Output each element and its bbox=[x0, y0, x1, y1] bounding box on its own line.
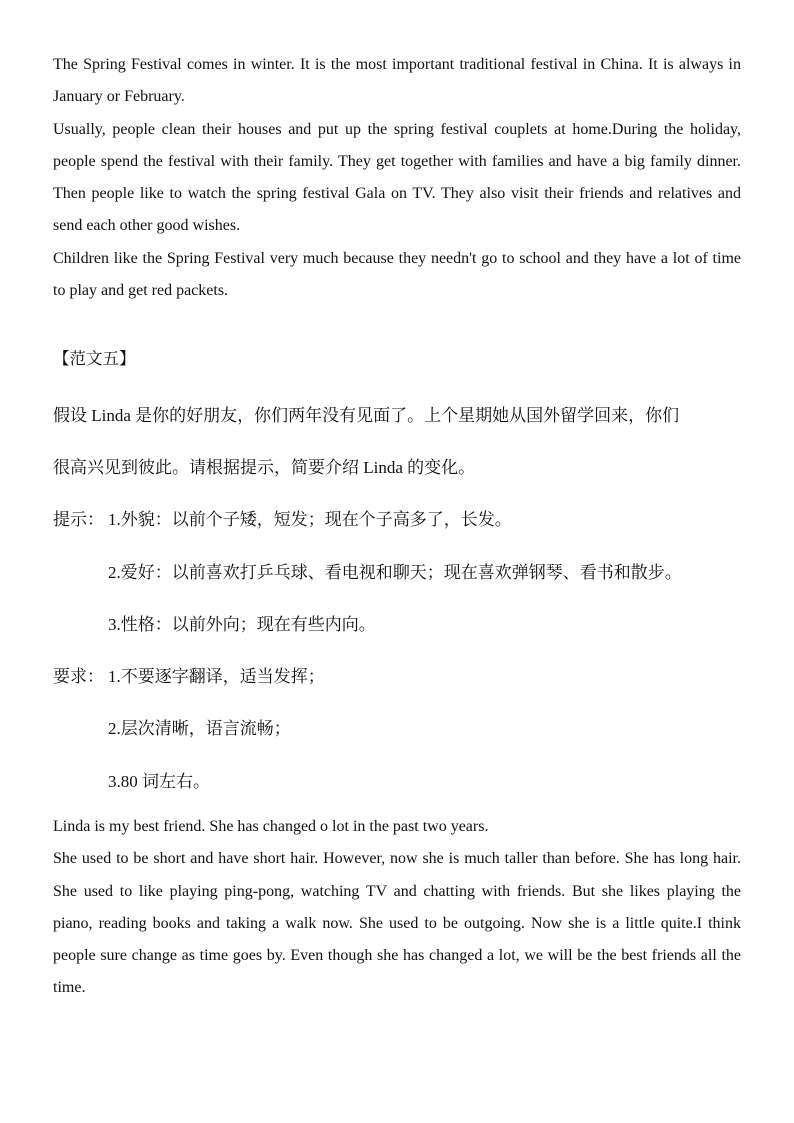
essay-paragraph: Usually, people clean their houses and put up the spring festival couplets at home.During the holiday, people spend the festival with their family. They get together with families and have a big family dinner. Then people like to watch the spring festival Gala on TV. They also visit their friends and relatives and send each other good wishes. bbox=[53, 120, 741, 235]
prompt-line: 很高兴见到彼此。请根据提示，简要介绍 Linda 的变化。 bbox=[53, 458, 476, 477]
prompt-line: 假设 Linda 是你的好朋友，你们两年没有见面了。上个星期她从国外留学回来，你们 bbox=[53, 406, 680, 425]
linda-essay bbox=[53, 811, 741, 1005]
requirement-item: 3.80 词左右。 bbox=[108, 772, 210, 791]
tip-item: 3.性格：以前外向；现在有些内向。 bbox=[108, 615, 376, 634]
essay-paragraph: Linda is my best friend. She has changed o lot in the past two years. bbox=[53, 818, 489, 835]
tip-item: 2.爱好：以前喜欢打乒乓球、看电视和聊天；现在喜欢弹钢琴、看书和散步。 bbox=[108, 563, 682, 582]
requirement-item: 1.不要逐字翻译，适当发挥； bbox=[108, 667, 325, 686]
requirement-item: 2.层次清晰，语言流畅； bbox=[108, 719, 291, 738]
spring-festival-essay bbox=[53, 49, 741, 307]
essay-paragraph: She used to be short and have short hair. However, now she is much taller than before. She has long hair. She used to like playing ping-pong, watching TV and chatting with friends. But she likes playing the piano, reading books and taking a walk now. She used to be outgoing. Now she is a little quite.I think people sure change as time goes by. Even though she has changed a lot, we will be the best friends all the time. bbox=[53, 850, 741, 997]
tips-label: 提示： bbox=[53, 510, 104, 529]
requirements-label: 要求： bbox=[53, 667, 104, 686]
tip-item: 1.外貌：以前个子矮，短发；现在个子高多了，长发。 bbox=[108, 510, 512, 529]
section-heading: 【范文五】 bbox=[53, 349, 136, 368]
essay-paragraph: The Spring Festival comes in winter. It is the most important traditional festival in China. It is always in January or February. bbox=[53, 56, 741, 106]
essay-paragraph: Children like the Spring Festival very much because they needn't go to school and they have a lot of time to play and get red packets. bbox=[53, 249, 741, 300]
